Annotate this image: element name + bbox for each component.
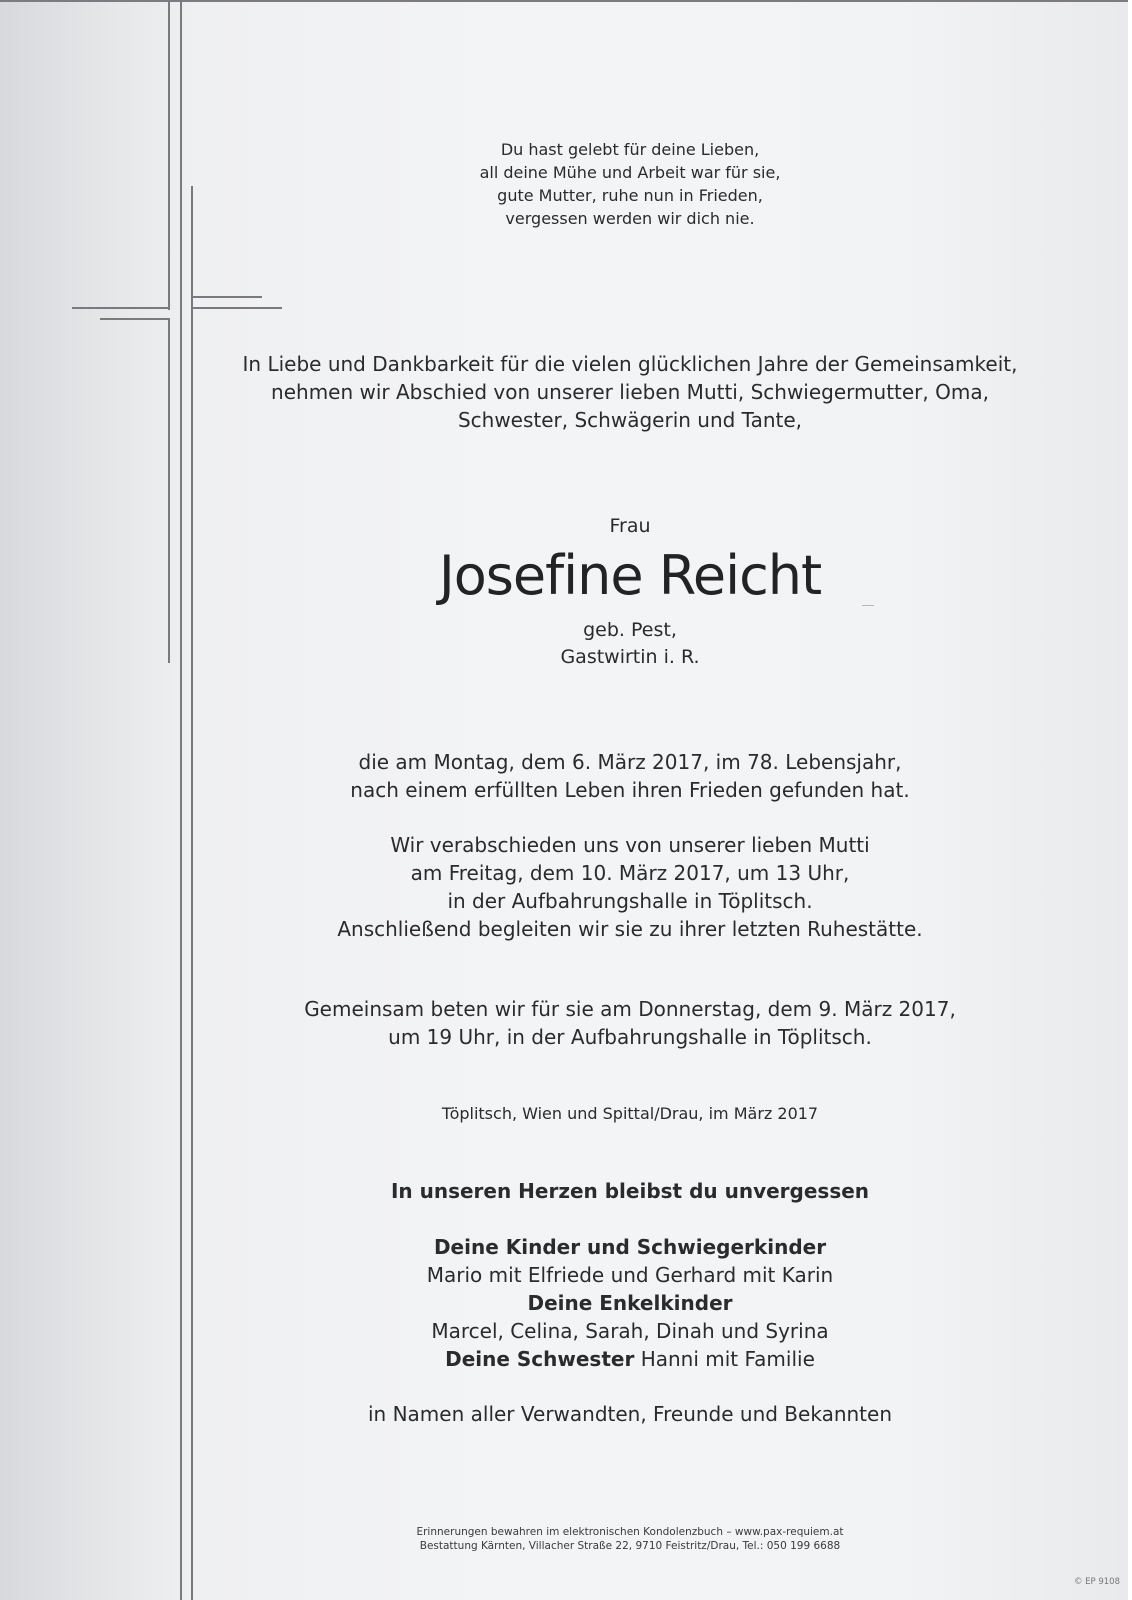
farewell-line: in der Aufbahrungshalle in Töplitsch. [447,889,813,913]
all-relatives-line: in Namen aller Verwandten, Freunde und Bekannten [368,1402,892,1426]
grandchildren-names: Marcel, Celina, Sarah, Dinah und Syrina [431,1319,829,1343]
prayer-line: Gemeinsam beten wir für sie am Donnerstag, dem 9. März 2017, [304,997,956,1021]
sister-names: Hanni mit Familie [640,1347,815,1371]
farewell-line: Anschließend begleiten wir sie zu ihrer letzten Ruhestätte. [337,917,923,941]
cross-horizontal-line-right-upper [192,296,262,298]
deceased-name: Josefine Reicht [438,544,822,607]
intro-paragraph [200,350,1060,434]
salutation: Frau [609,515,651,537]
prayer-paragraph [200,995,1060,1051]
children-names: Mario mit Elfriede und Gerhard mit Karin [426,1263,834,1287]
poem-line: Du hast gelebt für deine Lieben, [500,140,760,159]
intro-line: In Liebe und Dankbarkeit für die vielen glücklichen Jahre der Gemeinsamkeit, [242,352,1018,376]
sister-line [200,1345,1060,1373]
poem-line: gute Mutter, ruhe nun in Frieden, [497,186,763,205]
mourners-list [200,1233,1060,1373]
intro-line: nehmen wir Abschied von unserer lieben Mutti, Schwiegermutter, Oma, [271,380,989,404]
cross-vertical-line [168,0,170,310]
farewell-paragraph [200,831,1060,943]
farewell-line: Wir verabschieden uns von unserer lieben Mutti [390,833,870,857]
children-heading: Deine Kinder und Schwiegerkinder [433,1235,827,1259]
cross-horizontal-line-left-lower [100,318,168,320]
poem-line: vergessen werden wir dich nie. [505,209,755,228]
sister-heading: Deine Schwester [445,1347,635,1371]
birth-name: geb. Pest, [583,619,677,641]
footer-line-1: Erinnerungen bewahren im elektronischen Kondolenzbuch – www.pax-requiem.at [416,1526,844,1538]
cross-horizontal-line-right [192,307,282,309]
memorial-poem [200,138,1060,230]
right-edge [1128,0,1132,1600]
cross-horizontal-line-left [72,307,168,309]
cross-vertical-line-inner [191,186,193,1600]
paper-speck [862,605,874,606]
place-date: Töplitsch, Wien und Spittal/Drau, im März 2017 [441,1104,819,1123]
heart-line: In unseren Herzen bleibst du unvergessen [390,1179,870,1203]
death-notice-line: die am Montag, dem 6. März 2017, im 78. Lebensjahr, [358,750,902,774]
deceased-details [200,617,1060,671]
occupation: Gastwirtin i. R. [560,646,700,668]
print-code: © EP 9108 [1073,1577,1120,1587]
top-border [0,0,1132,2]
farewell-line: am Freitag, dem 10. März 2017, um 13 Uhr, [410,861,850,885]
footer [200,1525,1060,1553]
poem-line: all deine Mühe und Arbeit war für sie, [479,163,781,182]
intro-line: Schwester, Schwägerin und Tante, [457,408,803,432]
death-notice-line: nach einem erfüllten Leben ihren Frieden gefunden hat. [350,778,910,802]
grandchildren-heading: Deine Enkelkinder [527,1291,733,1315]
prayer-line: um 19 Uhr, in der Aufbahrungshalle in Töplitsch. [388,1025,872,1049]
cross-vertical-line-lower [168,318,170,663]
cross-vertical-line-long [180,0,182,1600]
footer-line-2: Bestattung Kärnten, Villacher Straße 22, 9710 Feistritz/Drau, Tel.: 050 199 6688 [419,1540,841,1552]
death-notice [200,748,1060,804]
